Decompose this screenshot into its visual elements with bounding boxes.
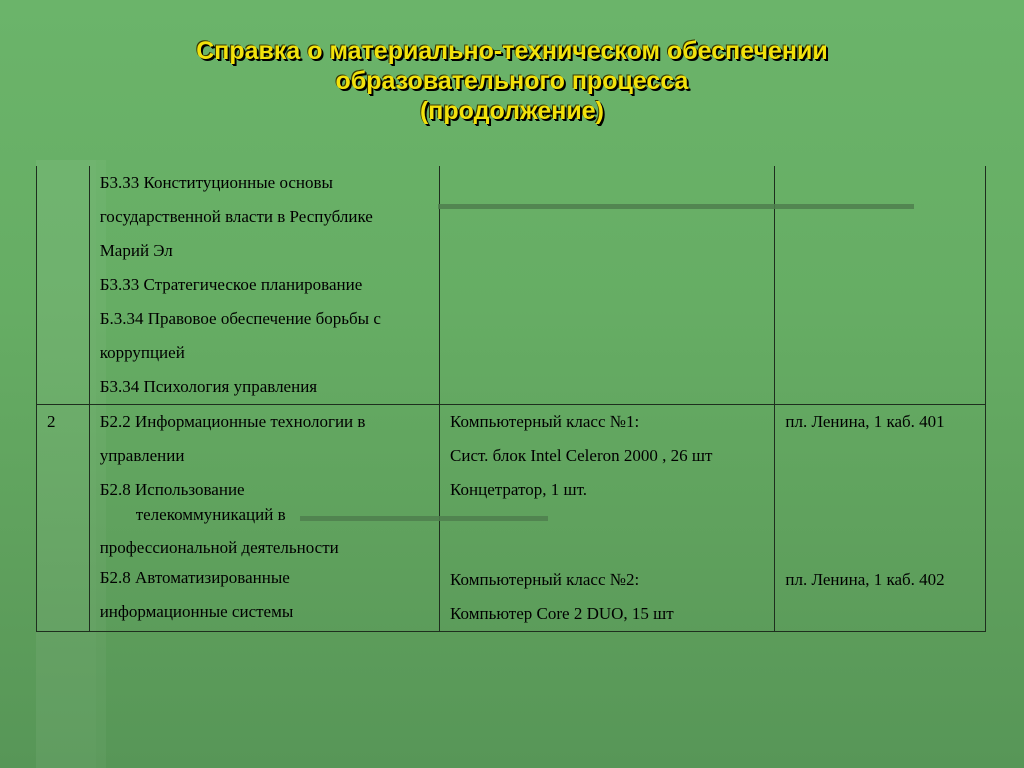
decorative-bar bbox=[438, 204, 914, 209]
subject-line: телекоммуникаций в bbox=[135, 505, 286, 524]
equipment-line: Концетратор, 1 шт. bbox=[450, 480, 587, 499]
address-cell bbox=[775, 166, 986, 405]
equipment-line: Сист. блок Intel Celeron 2000 , 26 шт bbox=[450, 446, 713, 465]
subject-line: информационные системы bbox=[99, 602, 294, 621]
title-line: образовательного процесса bbox=[335, 67, 689, 95]
equipment-line: Компьютерный класс №1: bbox=[450, 412, 640, 431]
subject-line: государственной власти в Республике bbox=[99, 207, 373, 226]
subject-line: Б3.З3 Стратегическое планирование bbox=[99, 275, 363, 294]
row-number-cell bbox=[37, 166, 90, 405]
row-number-cell bbox=[37, 405, 90, 632]
subject-line: профессиональной деятельности bbox=[99, 538, 339, 557]
slide-title bbox=[80, 36, 944, 126]
subject-line: Б.3.34 Правовое обеспечение борьбы с bbox=[99, 309, 381, 328]
address-cell bbox=[775, 405, 986, 632]
equipment-line: Компьютер Core 2 DUO, 15 шт bbox=[450, 604, 674, 623]
row-number bbox=[47, 166, 79, 200]
subject-line: Б3.34 Психология управления bbox=[99, 377, 318, 396]
equipment-line: Компьютерный класс №2: bbox=[450, 570, 640, 589]
row-number: 2 bbox=[47, 412, 56, 431]
address-line: пл. Ленина, 1 каб. 401 bbox=[785, 412, 945, 431]
subject-line: коррупцией bbox=[99, 343, 185, 362]
subject-line: Б2.8 Автоматизированные bbox=[99, 568, 290, 587]
table-row bbox=[37, 166, 986, 405]
subject-line: управлении bbox=[99, 446, 185, 465]
resources-table bbox=[36, 166, 986, 632]
address-line: пл. Ленина, 1 каб. 402 bbox=[785, 570, 945, 589]
subject-line: Марий Эл bbox=[99, 241, 173, 260]
subject-line: Б2.2 Информационные технологии в bbox=[99, 412, 366, 431]
spacer bbox=[785, 439, 975, 563]
decorative-bar bbox=[300, 516, 548, 521]
title-line: Справка о материально-техническом обеспечении bbox=[196, 37, 828, 65]
subject-line: Б3.З3 Конституционные основы bbox=[99, 173, 333, 192]
subjects-cell bbox=[89, 166, 439, 405]
equipment-cell bbox=[440, 166, 775, 405]
subject-line: Б2.8 Использование bbox=[99, 480, 245, 499]
title-line: (продолжение) bbox=[419, 97, 605, 125]
